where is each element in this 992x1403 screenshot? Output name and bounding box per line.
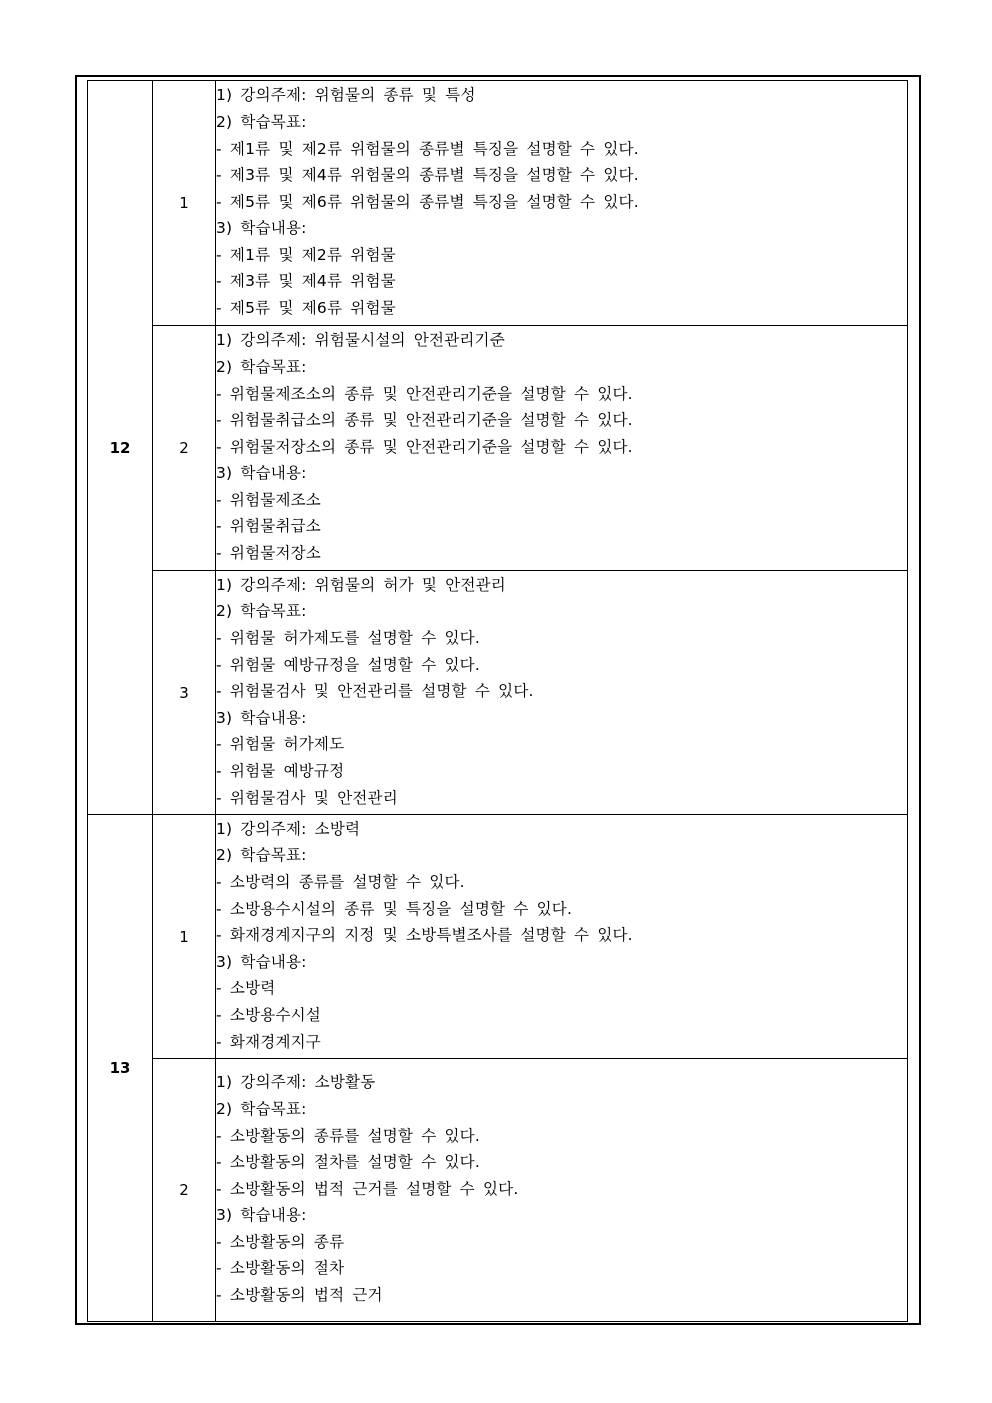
- contents-heading: 3) 학습내용:: [216, 219, 307, 238]
- lecture-topic: 1) 강의주제: 소방활동: [216, 1073, 376, 1092]
- lecture-topic: 1) 강의주제: 위험물의 종류 및 특성: [216, 86, 476, 105]
- objective-item: - 위험물제조소의 종류 및 안전관리기준을 설명할 수 있다.: [216, 384, 633, 403]
- session-content-cell: [216, 815, 908, 1059]
- content-item: - 소방용수시설: [216, 1005, 321, 1024]
- objective-item: - 소방활동의 법적 근거를 설명할 수 있다.: [216, 1179, 519, 1198]
- lecture-topic: 1) 강의주제: 위험물의 허가 및 안전관리: [216, 575, 506, 594]
- objective-item: - 위험물저장소의 종류 및 안전관리기준을 설명할 수 있다.: [216, 437, 633, 456]
- content-item: - 소방활동의 절차: [216, 1259, 345, 1278]
- objective-item: - 화재경계지구의 지정 및 소방특별조사를 설명할 수 있다.: [216, 926, 633, 945]
- objectives-heading: 2) 학습목표:: [216, 1099, 307, 1118]
- content-item: - 소방력: [216, 979, 276, 998]
- content-item: - 제1류 및 제2류 위험물: [216, 245, 396, 264]
- lecture-topic: 1) 강의주제: 위험물시설의 안전관리기준: [216, 331, 505, 350]
- session-number-cell: 2: [153, 326, 216, 571]
- content-item: - 위험물제조소: [216, 490, 321, 509]
- session-number-cell: 3: [153, 571, 216, 815]
- objective-item: - 소방용수시설의 종류 및 특징을 설명할 수 있다.: [216, 899, 573, 918]
- objective-item: - 소방력의 종류를 설명할 수 있다.: [216, 873, 465, 892]
- table-row: [88, 326, 908, 571]
- objective-item: - 위험물 예방규정을 설명할 수 있다.: [216, 655, 480, 674]
- content-item: - 소방활동의 종류: [216, 1232, 345, 1251]
- objectives-heading: 2) 학습목표:: [216, 602, 307, 621]
- session-content-cell: [216, 571, 908, 815]
- lecture-topic: 1) 강의주제: 소방력: [216, 819, 361, 838]
- content-item: - 소방활동의 법적 근거: [216, 1286, 383, 1305]
- contents-heading: 3) 학습내용:: [216, 464, 307, 483]
- session-number-cell: 1: [153, 81, 216, 326]
- objectives-heading: 2) 학습목표:: [216, 357, 307, 376]
- syllabus-table: [87, 80, 908, 1322]
- objective-item: - 소방활동의 절차를 설명할 수 있다.: [216, 1153, 480, 1172]
- contents-heading: 3) 학습내용:: [216, 1206, 307, 1225]
- content-item: - 제3류 및 제4류 위험물: [216, 272, 396, 291]
- objective-item: - 제1류 및 제2류 위험물의 종류별 특징을 설명할 수 있다.: [216, 139, 639, 158]
- objectives-heading: 2) 학습목표:: [216, 112, 307, 131]
- objective-item: - 소방활동의 종류를 설명할 수 있다.: [216, 1126, 480, 1145]
- objective-item: - 제5류 및 제6류 위험물의 종류별 특징을 설명할 수 있다.: [216, 192, 639, 211]
- contents-heading: 3) 학습내용:: [216, 952, 307, 971]
- contents-heading: 3) 학습내용:: [216, 708, 307, 727]
- content-item: - 위험물취급소: [216, 517, 321, 536]
- objective-item: - 위험물취급소의 종류 및 안전관리기준을 설명할 수 있다.: [216, 411, 633, 430]
- content-item: - 제5류 및 제6류 위험물: [216, 299, 396, 318]
- session-content-cell: [216, 81, 908, 326]
- week-number-cell: 12: [88, 81, 153, 815]
- session-content-cell: [216, 326, 908, 571]
- objective-item: - 제3류 및 제4류 위험물의 종류별 특징을 설명할 수 있다.: [216, 166, 639, 185]
- table-row: [88, 571, 908, 815]
- objective-item: - 위험물검사 및 안전관리를 설명할 수 있다.: [216, 682, 534, 701]
- week-number-cell: 13: [88, 815, 153, 1322]
- session-number-cell: 2: [153, 1059, 216, 1322]
- content-item: - 위험물 허가제도: [216, 735, 345, 754]
- session-number-cell: 1: [153, 815, 216, 1059]
- table-row: [88, 815, 908, 1059]
- content-item: - 위험물검사 및 안전관리: [216, 788, 398, 807]
- content-item: - 위험물저장소: [216, 544, 321, 563]
- content-item: - 화재경계지구: [216, 1032, 321, 1051]
- content-item: - 위험물 예방규정: [216, 761, 345, 780]
- table-row: [88, 1059, 908, 1322]
- session-content-cell: [216, 1059, 908, 1322]
- objective-item: - 위험물 허가제도를 설명할 수 있다.: [216, 629, 480, 648]
- table-row: [88, 81, 908, 326]
- objectives-heading: 2) 학습목표:: [216, 846, 307, 865]
